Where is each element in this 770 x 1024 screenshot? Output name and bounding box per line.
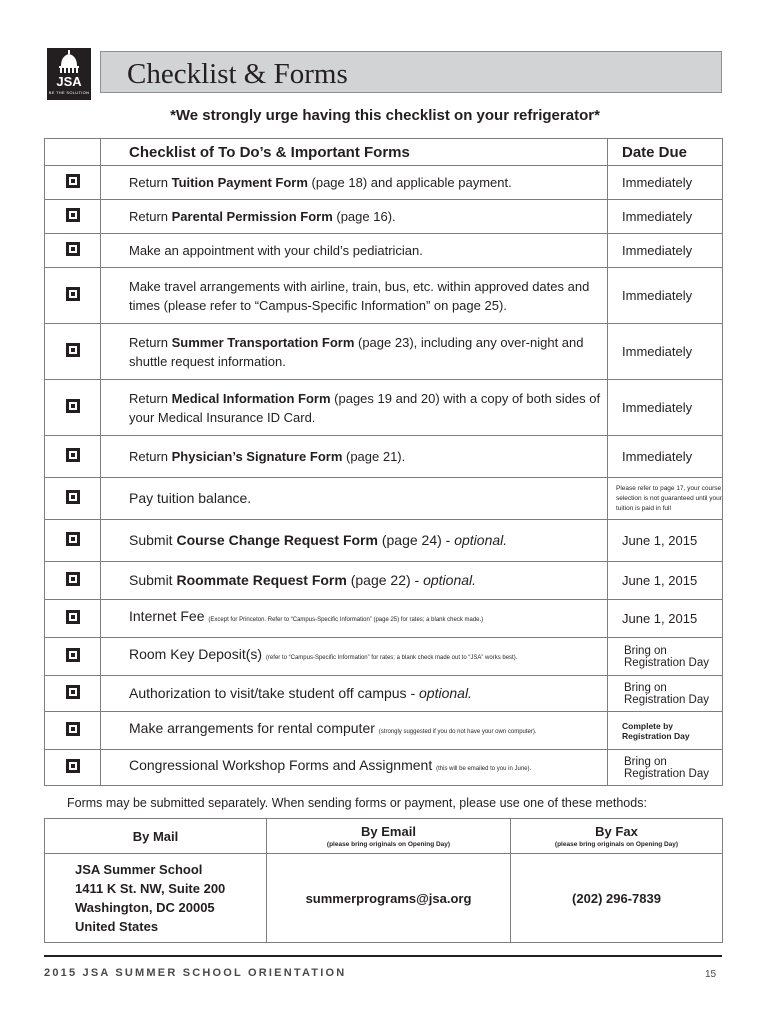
task-text: Internet Fee bbox=[129, 608, 209, 624]
task-cell bbox=[101, 562, 608, 600]
address-line: JSA Summer School bbox=[75, 862, 203, 877]
checklist-row bbox=[45, 166, 723, 200]
checkbox-icon[interactable] bbox=[66, 722, 80, 736]
jsa-logo bbox=[47, 48, 91, 100]
task-form-name: Course Change Request Form bbox=[176, 532, 378, 548]
task-text-end: (page 24) - bbox=[377, 532, 455, 548]
task-text: Congressional Workshop Forms and Assignment bbox=[129, 757, 437, 773]
task-cell bbox=[101, 600, 608, 638]
checkbox-cell bbox=[45, 436, 101, 478]
task-cell bbox=[101, 436, 608, 478]
checklist-row bbox=[45, 520, 723, 562]
checkbox-icon[interactable] bbox=[66, 685, 80, 699]
checkbox-icon[interactable] bbox=[66, 287, 80, 301]
fax-method-title: By Fax bbox=[595, 824, 638, 839]
due-date-cell: Bring on Registration Day bbox=[608, 638, 723, 676]
checkbox-cell bbox=[45, 750, 101, 786]
logo-subtext: BE THE SOLUTION bbox=[48, 90, 90, 95]
footer-divider bbox=[44, 955, 722, 957]
task-cell bbox=[101, 234, 608, 268]
task-cell bbox=[101, 676, 608, 712]
due-date-cell: June 1, 2015 bbox=[608, 520, 723, 562]
checkbox-icon[interactable] bbox=[66, 532, 80, 546]
task-cell bbox=[101, 478, 608, 520]
checklist-row bbox=[45, 638, 723, 676]
title-bar bbox=[100, 51, 722, 93]
due-date-cell: Bring on Registration Day bbox=[608, 750, 723, 786]
checkbox-icon[interactable] bbox=[66, 572, 80, 586]
checklist-row bbox=[45, 268, 723, 324]
task-text: Room Key Deposit(s) bbox=[129, 646, 266, 662]
task-form-name: Parental Permission Form bbox=[171, 209, 333, 224]
task-text-end: (page 21). bbox=[342, 449, 406, 464]
checklist-row bbox=[45, 200, 723, 234]
task-text: Return bbox=[129, 390, 172, 406]
logo-text: JSA bbox=[56, 74, 82, 89]
task-optional-label: optional. bbox=[419, 685, 472, 701]
checkbox-cell bbox=[45, 268, 101, 324]
checkbox-cell bbox=[45, 478, 101, 520]
task-form-name: Physician’s Signature Form bbox=[171, 449, 343, 464]
fax-method-header bbox=[511, 819, 723, 854]
task-note: (this will be emailed to you in June). bbox=[436, 766, 532, 772]
task-form-name: Tuition Payment Form bbox=[171, 175, 308, 190]
task-form-name: Medical Information Form bbox=[171, 390, 331, 406]
task-text-end: (page 22) - bbox=[346, 572, 424, 588]
email-method-title: By Email bbox=[361, 824, 416, 839]
checklist-row bbox=[45, 712, 723, 750]
checkbox-cell bbox=[45, 600, 101, 638]
checkbox-cell bbox=[45, 324, 101, 380]
task-cell bbox=[101, 750, 608, 786]
due-date-cell: Immediately bbox=[608, 380, 723, 436]
checklist-row bbox=[45, 676, 723, 712]
task-text: Authorization to visit/take student off campus - bbox=[129, 685, 420, 701]
checkbox-cell bbox=[45, 562, 101, 600]
page-title: Checklist & Forms bbox=[127, 58, 348, 90]
mailing-address bbox=[45, 854, 267, 943]
checklist-row bbox=[45, 436, 723, 478]
email-address[interactable]: summerprograms@jsa.org bbox=[267, 854, 511, 943]
checklist-row bbox=[45, 234, 723, 268]
footer-title: 2015 JSA SUMMER SCHOOL ORIENTATION bbox=[44, 967, 347, 979]
checkbox-cell bbox=[45, 520, 101, 562]
checklist-row bbox=[45, 750, 723, 786]
task-form-name: Roommate Request Form bbox=[176, 572, 347, 588]
task-cell bbox=[101, 166, 608, 200]
checkbox-icon[interactable] bbox=[66, 448, 80, 462]
task-text: Return bbox=[129, 209, 172, 224]
task-text-end: (pages 19 and 20) with a copy of both sides of your Medical Insurance ID Card. bbox=[129, 390, 601, 425]
due-date-cell: June 1, 2015 bbox=[608, 562, 723, 600]
task-text: Submit bbox=[129, 572, 177, 588]
mail-method-title: By Mail bbox=[132, 828, 179, 844]
due-date-cell: Immediately bbox=[608, 268, 723, 324]
due-date-cell: Please refer to page 17, your course selection is not guaranteed until your tuition is paid in full bbox=[608, 478, 723, 520]
task-cell bbox=[101, 712, 608, 750]
due-date-cell: Immediately bbox=[608, 324, 723, 380]
task-cell bbox=[101, 324, 608, 380]
checkbox-icon[interactable] bbox=[66, 399, 80, 413]
checklist-row bbox=[45, 600, 723, 638]
task-note: (Except for Princeton. Refer to “Campus-Specific Information” (page 25) for rates; a blank check made.) bbox=[208, 617, 484, 623]
checklist-header-row bbox=[45, 139, 723, 166]
subtitle: *We strongly urge having this checklist on your refrigerator* bbox=[170, 107, 600, 124]
due-date-cell: Immediately bbox=[608, 234, 723, 268]
checkbox-cell bbox=[45, 676, 101, 712]
due-date-cell: Bring on Registration Day bbox=[608, 676, 723, 712]
checklist-body bbox=[45, 166, 723, 786]
checklist-table bbox=[44, 138, 723, 786]
checkbox-icon[interactable] bbox=[66, 174, 80, 188]
task-text: Submit bbox=[129, 532, 177, 548]
checkbox-column-header bbox=[45, 139, 101, 166]
due-date-cell: June 1, 2015 bbox=[608, 600, 723, 638]
task-cell bbox=[101, 520, 608, 562]
checkbox-cell bbox=[45, 234, 101, 268]
task-text-end: (page 16). bbox=[332, 209, 396, 224]
due-date-cell: Immediately bbox=[608, 436, 723, 478]
task-optional-label: optional. bbox=[454, 532, 508, 548]
task-text: Return bbox=[129, 449, 172, 464]
checkbox-icon[interactable] bbox=[66, 490, 80, 504]
address-line: Washington, DC 20005 bbox=[75, 900, 215, 915]
task-text: Make travel arrangements with airline, train, bus, etc. within approved dates and times (please refer to “Campus-Specific Information” on page 25). bbox=[129, 278, 590, 313]
checkbox-cell bbox=[45, 166, 101, 200]
checklist-row bbox=[45, 380, 723, 436]
checkbox-cell bbox=[45, 200, 101, 234]
checkbox-icon[interactable] bbox=[66, 208, 80, 222]
checkbox-icon[interactable] bbox=[66, 610, 80, 624]
due-date-cell: Immediately bbox=[608, 200, 723, 234]
checkbox-icon[interactable] bbox=[66, 343, 80, 357]
due-date-cell: Immediately bbox=[608, 166, 723, 200]
mail-method-header bbox=[45, 819, 267, 854]
email-method-header bbox=[267, 819, 511, 854]
address-line: 1411 K St. NW, Suite 200 bbox=[75, 881, 226, 896]
checkbox-icon[interactable] bbox=[66, 759, 80, 773]
task-text-end: (page 23), including any over-night and shuttle request information. bbox=[129, 334, 584, 369]
task-text: Make arrangements for rental computer bbox=[129, 720, 379, 736]
page-number: 15 bbox=[705, 969, 717, 980]
task-cell bbox=[101, 200, 608, 234]
checkbox-cell bbox=[45, 712, 101, 750]
date-column-header: Date Due bbox=[608, 139, 723, 166]
task-text-end: (page 18) and applicable payment. bbox=[307, 175, 512, 190]
task-form-name: Summer Transportation Form bbox=[171, 334, 355, 350]
fax-method-note: (please bring originals on Opening Day) bbox=[554, 841, 679, 848]
task-cell bbox=[101, 268, 608, 324]
task-column-header: Checklist of To Do’s & Important Forms bbox=[101, 139, 608, 166]
task-cell bbox=[101, 638, 608, 676]
task-note: (refer to “Campus-Specific Information” for rates; a blank check made out to “JSA” works best). bbox=[265, 655, 518, 661]
task-note: (strongly suggested if you do not have your own computer). bbox=[378, 729, 537, 735]
checklist-row bbox=[45, 562, 723, 600]
task-text: Make an appointment with your child’s pediatrician. bbox=[129, 243, 423, 258]
checklist-row bbox=[45, 478, 723, 520]
checkbox-cell bbox=[45, 638, 101, 676]
fax-number: (202) 296-7839 bbox=[511, 854, 723, 943]
task-text: Return bbox=[129, 334, 172, 350]
forms-note: Forms may be submitted separately. When sending forms or payment, please use one of these methods: bbox=[67, 796, 647, 810]
checklist-row bbox=[45, 324, 723, 380]
due-date-cell: Complete by Registration Day bbox=[608, 712, 723, 750]
task-optional-label: optional. bbox=[423, 572, 477, 588]
submission-methods-table bbox=[44, 818, 723, 943]
task-text: Pay tuition balance. bbox=[129, 490, 252, 506]
task-text: Return bbox=[129, 175, 172, 190]
address-line: United States bbox=[75, 919, 159, 934]
task-cell bbox=[101, 380, 608, 436]
checkbox-icon[interactable] bbox=[66, 242, 80, 256]
email-method-note: (please bring originals on Opening Day) bbox=[326, 841, 451, 848]
checkbox-icon[interactable] bbox=[66, 648, 80, 662]
checkbox-cell bbox=[45, 380, 101, 436]
